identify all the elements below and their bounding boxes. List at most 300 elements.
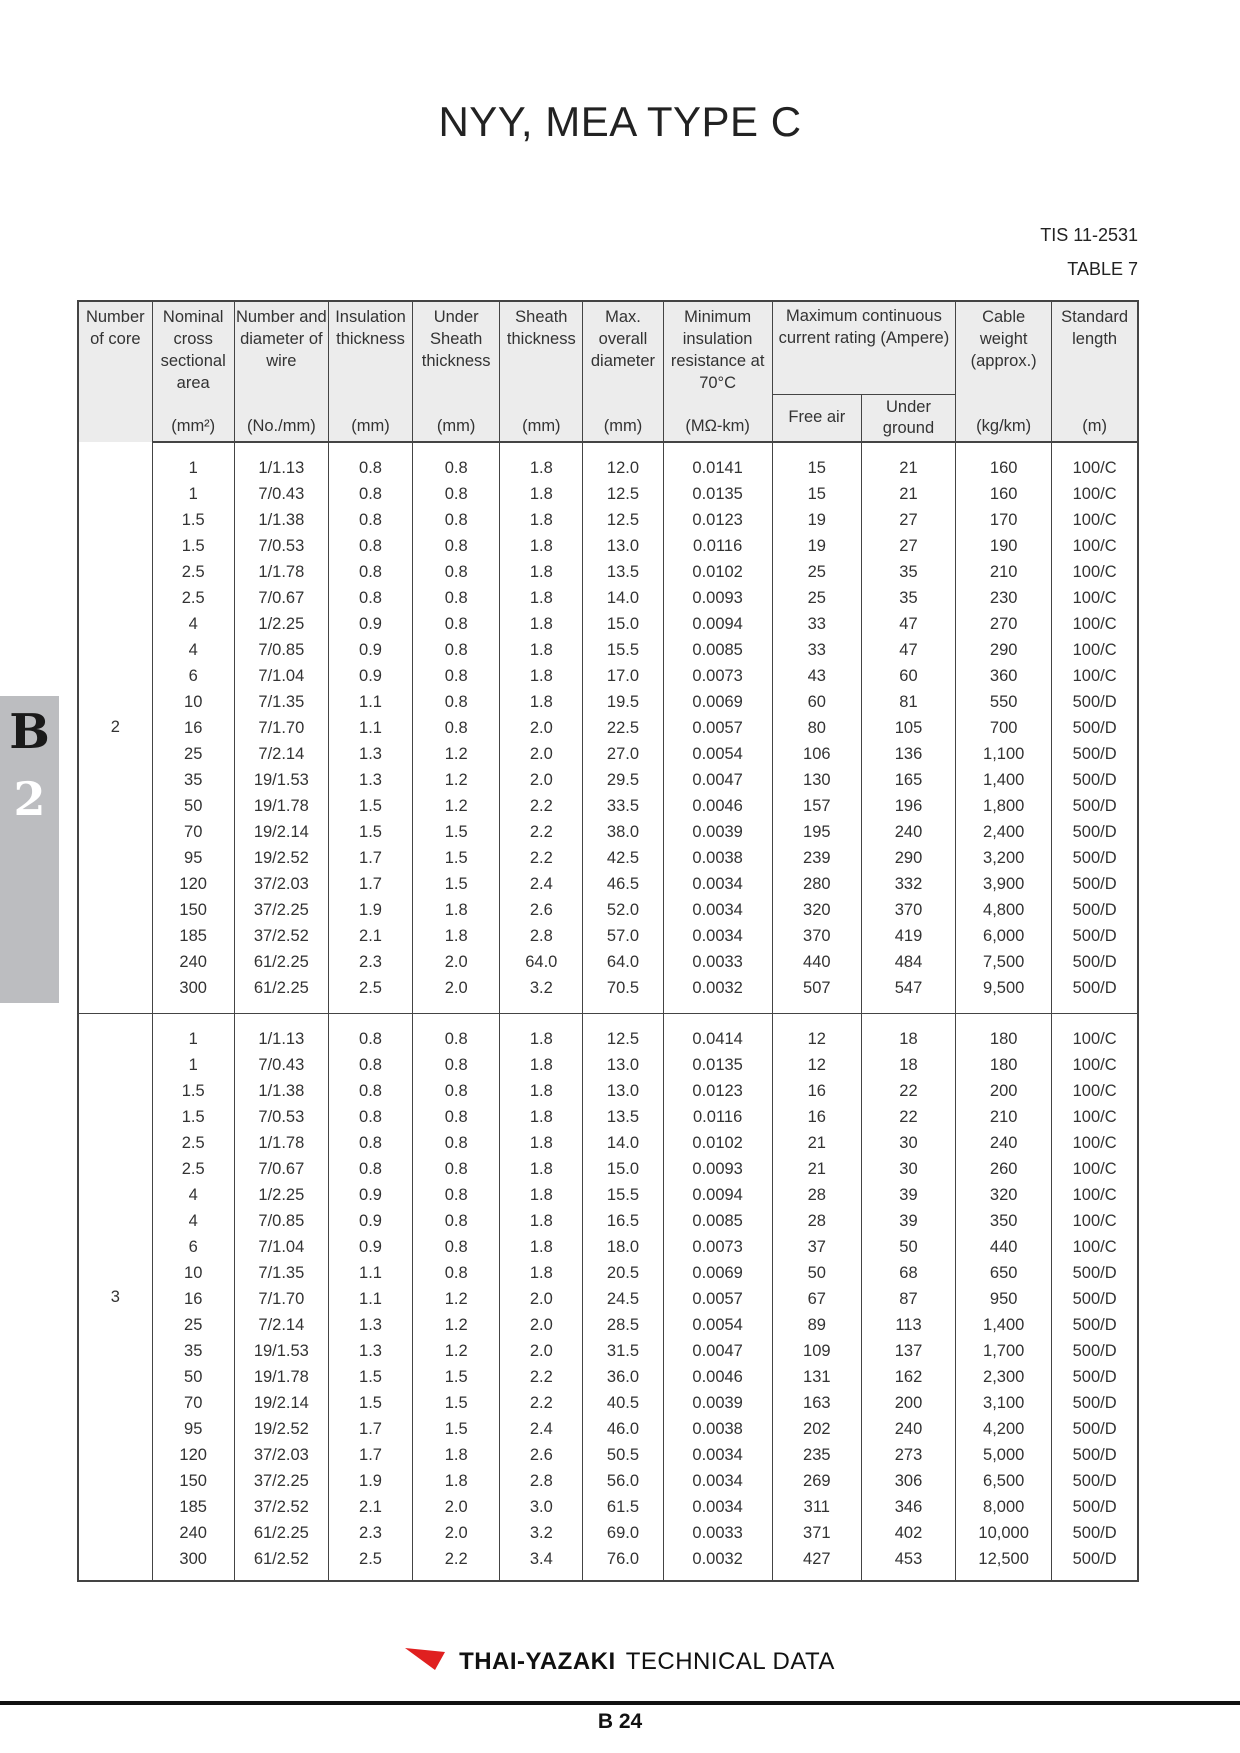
header-label: Sheath thickness [506,308,576,348]
table-cell: 100/C [1052,1156,1138,1182]
table-row [78,611,1138,637]
table-cell: 15.0 [583,611,663,637]
table-row [78,481,1138,507]
table-cell: 15 [772,455,861,481]
table-cell: 1/1.38 [234,507,328,533]
spacer-cell [152,1572,234,1581]
table-row [78,1078,1138,1104]
table-cell: 20.5 [583,1260,663,1286]
table-cell: 1.8 [500,533,583,559]
table-cell: 61/2.25 [234,949,328,975]
table-cell: 21 [772,1130,861,1156]
table-cell: 190 [956,533,1052,559]
table-cell: 37/2.03 [234,871,328,897]
table-cell: 50 [772,1260,861,1286]
table-cell: 35 [152,767,234,793]
table-cell: 419 [861,923,955,949]
table-cell: 500/D [1052,1338,1138,1364]
spacer-cell [861,1001,955,1014]
spacer-cell [861,1013,955,1026]
table-cell: 0.0135 [663,481,772,507]
table-cell: 42.5 [583,845,663,871]
core-group-3 [78,1013,1138,1581]
table-row [78,1052,1138,1078]
spacer-cell [1052,1572,1138,1581]
table-cell: 170 [956,507,1052,533]
table-cell: 3.2 [500,975,583,1001]
table-cell: 120 [152,871,234,897]
table-row [78,1026,1138,1052]
table-cell: 1.1 [328,715,412,741]
spacer-cell [1052,1013,1138,1026]
table-cell: 500/D [1052,767,1138,793]
table-cell: 29.5 [583,767,663,793]
table-cell: 1,400 [956,767,1052,793]
table-cell: 290 [956,637,1052,663]
table-cell: 16 [772,1104,861,1130]
table-row [78,1546,1138,1572]
table-cell: 60 [772,689,861,715]
table-cell: 0.8 [413,715,500,741]
table-cell: 3.2 [500,1520,583,1546]
core-count-cell: 2 [78,442,152,1014]
table-cell: 7/1.35 [234,689,328,715]
header-label: Number and diameter of wire [235,308,327,370]
header-under-sheath [413,301,500,394]
table-cell: 4 [152,1208,234,1234]
table-cell: 2.0 [500,1286,583,1312]
table-cell: 1.2 [413,767,500,793]
table-cell: 13.0 [583,533,663,559]
table-cell: 1.5 [413,1416,500,1442]
table-cell: 61/2.25 [234,975,328,1001]
table-cell: 28 [772,1208,861,1234]
table-cell: 7/2.14 [234,741,328,767]
table-cell: 273 [861,1442,955,1468]
table-cell: 1.2 [413,793,500,819]
table-cell: 46.5 [583,871,663,897]
table-cell: 81 [861,689,955,715]
table-cell: 100/C [1052,559,1138,585]
table-cell: 1.8 [500,585,583,611]
table-cell: 185 [152,923,234,949]
table-cell: 137 [861,1338,955,1364]
table-cell: 230 [956,585,1052,611]
table-cell: 2.8 [500,1468,583,1494]
table-cell: 3,200 [956,845,1052,871]
table-cell: 185 [152,1494,234,1520]
table-cell: 2.2 [500,819,583,845]
table-cell: 0.8 [328,455,412,481]
table-cell: 269 [772,1468,861,1494]
table-row [78,1338,1138,1364]
table-cell: 0.0069 [663,689,772,715]
table-row [78,1156,1138,1182]
table-cell: 76.0 [583,1546,663,1572]
table-row [78,1442,1138,1468]
table-cell: 33 [772,637,861,663]
table-cell: 0.8 [413,1026,500,1052]
table-cell: 39 [861,1182,955,1208]
table-cell: 7/1.70 [234,715,328,741]
table-cell: 240 [152,949,234,975]
table-cell: 21 [861,455,955,481]
table-cell: 0.0054 [663,1312,772,1338]
table-cell: 240 [152,1520,234,1546]
table-cell: 2,300 [956,1364,1052,1390]
table-cell: 6,500 [956,1468,1052,1494]
table-cell: 500/D [1052,1494,1138,1520]
table-cell: 0.9 [328,611,412,637]
table-cell: 2.2 [500,1364,583,1390]
table-cell: 311 [772,1494,861,1520]
table-cell: 1.9 [328,897,412,923]
table-cell: 2.8 [500,923,583,949]
table-cell: 2.0 [413,1520,500,1546]
table-cell: 1/1.13 [234,455,328,481]
table-cell: 4,800 [956,897,1052,923]
table-cell: 0.8 [413,611,500,637]
table-cell: 50 [152,793,234,819]
table-cell: 2.6 [500,1442,583,1468]
table-cell: 7/0.85 [234,637,328,663]
table-cell: 1.8 [500,1078,583,1104]
table-cell: 1.9 [328,1468,412,1494]
table-cell: 1.3 [328,1312,412,1338]
table-cell: 0.8 [328,533,412,559]
table-cell: 18 [861,1026,955,1052]
table-cell: 0.8 [328,1156,412,1182]
table-cell: 180 [956,1026,1052,1052]
table-cell: 0.8 [413,585,500,611]
table-cell: 1 [152,481,234,507]
table-cell: 28.5 [583,1312,663,1338]
table-cell: 160 [956,455,1052,481]
table-cell: 0.9 [328,1208,412,1234]
table-row [78,1312,1138,1338]
spacer-cell [583,442,663,455]
table-cell: 100/C [1052,585,1138,611]
table-cell: 30 [861,1156,955,1182]
table-row [78,1260,1138,1286]
table-cell: 1.2 [413,1286,500,1312]
table-cell: 1.5 [328,819,412,845]
table-cell: 35 [152,1338,234,1364]
spacer-cell [663,442,772,455]
table-cell: 1/2.25 [234,1182,328,1208]
table-cell: 0.0093 [663,585,772,611]
footer-rule [0,1701,1240,1705]
table-cell: 100/C [1052,611,1138,637]
table-cell: 300 [152,1546,234,1572]
table-cell: 1.5 [413,845,500,871]
table-cell: 33 [772,611,861,637]
table-row [78,455,1138,481]
table-cell: 70 [152,819,234,845]
table-cell: 100/C [1052,533,1138,559]
table-cell: 12.0 [583,455,663,481]
table-cell: 6 [152,1234,234,1260]
table-cell: 0.8 [413,1052,500,1078]
table-cell: 4 [152,1182,234,1208]
table-cell: 500/D [1052,793,1138,819]
table-cell: 0.0141 [663,455,772,481]
table-row [78,923,1138,949]
spacer-cell [328,1001,412,1014]
table-cell: 50 [861,1234,955,1260]
table-cell: 0.0116 [663,533,772,559]
table-cell: 60 [861,663,955,689]
table-cell: 1.5 [413,1364,500,1390]
table-cell: 70 [152,1390,234,1416]
table-row [78,715,1138,741]
table-cell: 95 [152,845,234,871]
table-cell: 100/C [1052,507,1138,533]
table-cell: 0.8 [413,481,500,507]
header-label: Minimum insulation resistance at 70°C [670,308,765,392]
table-cell: 19/1.78 [234,793,328,819]
table-cell: 0.8 [328,1078,412,1104]
table-row [78,793,1138,819]
table-cell: 180 [956,1052,1052,1078]
table-cell: 25 [152,1312,234,1338]
table-cell: 1 [152,1026,234,1052]
table-cell: 0.0054 [663,741,772,767]
table-cell: 0.0069 [663,1260,772,1286]
spacer-cell [500,1013,583,1026]
table-cell: 61/2.25 [234,1520,328,1546]
header-under-ground: Under ground [861,394,955,442]
spacer-cell [500,1001,583,1014]
table-cell: 240 [956,1130,1052,1156]
spacer-cell [772,1572,861,1581]
table-cell: 2.2 [500,845,583,871]
table-cell: 1.5 [152,533,234,559]
table-cell: 2.0 [500,741,583,767]
spacer-cell [234,442,328,455]
table-cell: 19/1.53 [234,1338,328,1364]
header-label: Under Sheath thickness [421,308,491,370]
table-cell: 0.0085 [663,1208,772,1234]
table-cell: 1.2 [413,741,500,767]
table-cell: 2.1 [328,923,412,949]
table-cell: 0.8 [413,1208,500,1234]
spacer-cell [413,1013,500,1026]
table-cell: 19/1.78 [234,1364,328,1390]
table-cell: 7/0.53 [234,1104,328,1130]
header-current-rating [772,301,955,394]
table-cell: 235 [772,1442,861,1468]
table-cell: 0.8 [328,507,412,533]
table-cell: 500/D [1052,1312,1138,1338]
table-cell: 18 [861,1052,955,1078]
table-cell: 1.8 [500,1208,583,1234]
table-cell: 550 [956,689,1052,715]
table-cell: 21 [772,1156,861,1182]
table-cell: 2.1 [328,1494,412,1520]
table-cell: 0.8 [413,663,500,689]
table-cell: 1.5 [328,1364,412,1390]
table-cell: 1.8 [500,689,583,715]
table-cell: 2.2 [500,793,583,819]
table-cell: 1.2 [413,1312,500,1338]
table-row [78,975,1138,1001]
table-cell: 2.0 [500,715,583,741]
table-cell: 130 [772,767,861,793]
table-cell: 7/1.04 [234,1234,328,1260]
table-cell: 370 [772,923,861,949]
table-cell: 300 [152,975,234,1001]
table-cell: 1.8 [500,1234,583,1260]
spacer-cell [152,1013,234,1026]
table-cell: 21 [861,481,955,507]
table-cell: 100/C [1052,637,1138,663]
table-cell: 12,500 [956,1546,1052,1572]
table-cell: 0.0094 [663,1182,772,1208]
table-cell: 7/2.14 [234,1312,328,1338]
table-cell: 500/D [1052,923,1138,949]
unit-label: (mm) [328,394,412,442]
table-cell: 87 [861,1286,955,1312]
table-cell: 50.5 [583,1442,663,1468]
table-row [78,1468,1138,1494]
table-cell: 500/D [1052,1260,1138,1286]
spacer-cell [772,1001,861,1014]
table-cell: 100/C [1052,481,1138,507]
table-cell: 0.0038 [663,1416,772,1442]
table-cell: 1.5 [328,1390,412,1416]
header-number-of-core [78,301,152,442]
page-number: B 24 [597,1710,643,1733]
table-row [78,637,1138,663]
table-row [78,1286,1138,1312]
table-cell: 106 [772,741,861,767]
header-insulation [328,301,412,394]
header-label: Nominal cross sectional area [160,308,226,392]
spacer-cell [583,1013,663,1026]
table-cell: 2,400 [956,819,1052,845]
table-cell: 0.8 [328,1104,412,1130]
table-cell: 7/1.35 [234,1260,328,1286]
table-cell: 0.9 [328,663,412,689]
table-cell: 1.8 [413,1442,500,1468]
table-cell: 150 [152,897,234,923]
table-cell: 0.0039 [663,1390,772,1416]
table-cell: 0.0046 [663,1364,772,1390]
header-label: Cable weight (approx.) [970,308,1037,370]
table-cell: 1.1 [328,1260,412,1286]
table-cell: 0.0034 [663,871,772,897]
table-cell: 80 [772,715,861,741]
spacer-cell [772,1013,861,1026]
table-cell: 64.0 [583,949,663,975]
table-cell: 0.0033 [663,1520,772,1546]
table-cell: 13.0 [583,1078,663,1104]
table-cell: 1 [152,455,234,481]
table-cell: 0.8 [328,1052,412,1078]
table-cell: 7/0.43 [234,481,328,507]
table-cell: 0.0102 [663,559,772,585]
table-cell: 1.2 [413,1338,500,1364]
table-cell: 1.5 [328,793,412,819]
table-cell: 7/0.53 [234,533,328,559]
table-cell: 0.9 [328,1182,412,1208]
table-row [78,689,1138,715]
table-cell: 500/D [1052,741,1138,767]
table-row [78,767,1138,793]
table-cell: 500/D [1052,975,1138,1001]
table-cell: 28 [772,1182,861,1208]
table-cell: 22.5 [583,715,663,741]
table-row [78,1494,1138,1520]
table-cell: 4,200 [956,1416,1052,1442]
table-cell: 1.8 [500,611,583,637]
table-cell: 1.5 [413,1390,500,1416]
table-cell: 1/1.13 [234,1026,328,1052]
table-cell: 160 [956,481,1052,507]
table-cell: 120 [152,1442,234,1468]
table-cell: 27 [861,507,955,533]
table-cell: 1,400 [956,1312,1052,1338]
section-tab-letter: B [9,704,50,760]
standard-reference: TIS 11-2531 [1040,225,1138,245]
table-cell: 12 [772,1026,861,1052]
table-row [78,559,1138,585]
table-cell: 100/C [1052,663,1138,689]
table-cell: 650 [956,1260,1052,1286]
header-label: Maximum continuous current rating (Ampere) [778,307,950,347]
table-cell: 37/2.03 [234,1442,328,1468]
header-standard-length [1052,301,1138,394]
table-cell: 0.8 [413,507,500,533]
table-row [78,1416,1138,1442]
table-cell: 240 [861,819,955,845]
table-cell: 453 [861,1546,955,1572]
spacer-cell [413,1001,500,1014]
table-cell: 371 [772,1520,861,1546]
table-cell: 0.8 [413,637,500,663]
table-cell: 360 [956,663,1052,689]
table-cell: 1.5 [152,1104,234,1130]
table-cell: 2.0 [500,767,583,793]
spacer-cell [956,1572,1052,1581]
table-cell: 0.8 [413,1182,500,1208]
header-nominal-area [152,301,234,394]
table-cell: 346 [861,1494,955,1520]
table-cell: 0.8 [328,559,412,585]
spacer-cell [861,1572,955,1581]
table-cell: 1.8 [413,897,500,923]
spacer-cell [772,442,861,455]
table-cell: 0.0034 [663,1494,772,1520]
table-cell: 10 [152,1260,234,1286]
table-cell: 280 [772,871,861,897]
table-cell: 0.0032 [663,1546,772,1572]
table-cell: 0.0073 [663,663,772,689]
table-cell: 1.8 [500,455,583,481]
table-cell: 36.0 [583,1364,663,1390]
table-cell: 7/0.67 [234,1156,328,1182]
table-cell: 12.5 [583,481,663,507]
table-cell: 1 [152,1052,234,1078]
table-cell: 427 [772,1546,861,1572]
table-cell: 1.8 [500,637,583,663]
table-cell: 109 [772,1338,861,1364]
table-cell: 2.3 [328,949,412,975]
table-cell: 3.0 [500,1494,583,1520]
spacer-cell [956,1001,1052,1014]
table-cell: 7/0.85 [234,1208,328,1234]
